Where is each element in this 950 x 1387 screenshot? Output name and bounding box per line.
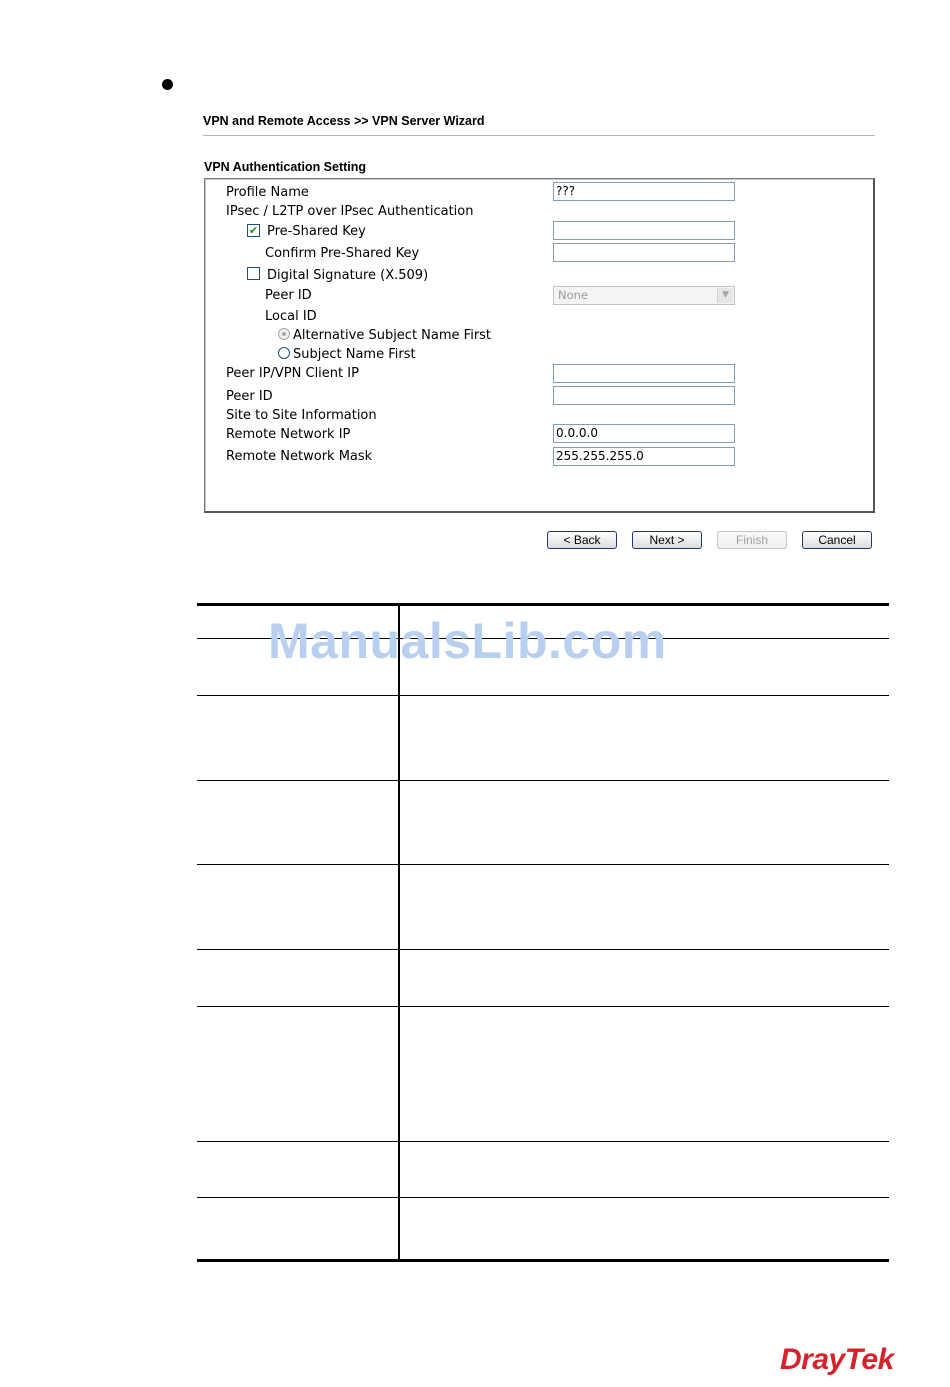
subject-first-label: Subject Name First (293, 347, 416, 362)
finish-button[interactable]: Finish (717, 531, 787, 549)
draytek-logo: DrayTek (780, 1343, 894, 1376)
peer-id-label: Peer ID (265, 288, 312, 303)
bullet-point (162, 79, 173, 90)
pre-shared-key-label: Pre-Shared Key (267, 224, 366, 239)
table-top-border (197, 603, 889, 606)
peer-id-select[interactable] (553, 286, 735, 305)
back-button[interactable]: < Back (547, 531, 617, 549)
table-row-divider (197, 780, 889, 781)
remote-mask-label: Remote Network Mask (226, 449, 373, 464)
digital-signature-label: Digital Signature (X.509) (267, 268, 429, 283)
table-row-divider (197, 864, 889, 865)
table-row-divider (197, 1006, 889, 1007)
alt-subject-radio[interactable] (278, 328, 290, 340)
peer-ip-label: Peer IP/VPN Client IP (226, 366, 359, 381)
cancel-button[interactable]: Cancel (802, 531, 872, 549)
table-row-divider (197, 695, 889, 696)
watermark: ManualsLib.com (268, 613, 667, 669)
alt-subject-label: Alternative Subject Name First (293, 328, 492, 343)
profile-name-label: Profile Name (226, 185, 309, 200)
ipsec-auth-label: IPsec / L2TP over IPsec Authentication (226, 204, 474, 219)
subject-first-radio[interactable] (278, 347, 290, 359)
breadcrumb: VPN and Remote Access >> VPN Server Wizard (203, 114, 875, 136)
remote-ip-input[interactable]: 0.0.0.0 (553, 424, 735, 443)
chevron-down-icon: ▼ (717, 288, 733, 303)
remote-ip-label: Remote Network IP (226, 427, 351, 442)
section-title: VPN Authentication Setting (204, 160, 367, 174)
site-info-label: Site to Site Information (226, 408, 377, 423)
peer-id-select-value: None (558, 288, 589, 302)
confirm-psk-label: Confirm Pre-Shared Key (265, 246, 420, 261)
remote-mask-input[interactable]: 255.255.255.0 (553, 447, 735, 466)
next-button[interactable]: Next > (632, 531, 702, 549)
table-column-divider (398, 604, 400, 1260)
table-row-divider (197, 1197, 889, 1198)
peer-id-input[interactable] (553, 386, 735, 405)
confirm-psk-input[interactable] (553, 243, 735, 262)
peer-ip-input[interactable] (553, 364, 735, 383)
table-row-divider (197, 949, 889, 950)
local-id-label: Local ID (265, 309, 317, 324)
table-row-divider (197, 1141, 889, 1142)
pre-shared-key-input[interactable] (553, 221, 735, 240)
profile-name-input[interactable]: ??? (553, 182, 735, 201)
pre-shared-key-checkbox[interactable]: ✔ (248, 224, 259, 237)
table-bottom-border (197, 1259, 889, 1262)
digital-signature-checkbox[interactable] (247, 267, 260, 280)
peer-id-label-2: Peer ID (226, 389, 273, 404)
